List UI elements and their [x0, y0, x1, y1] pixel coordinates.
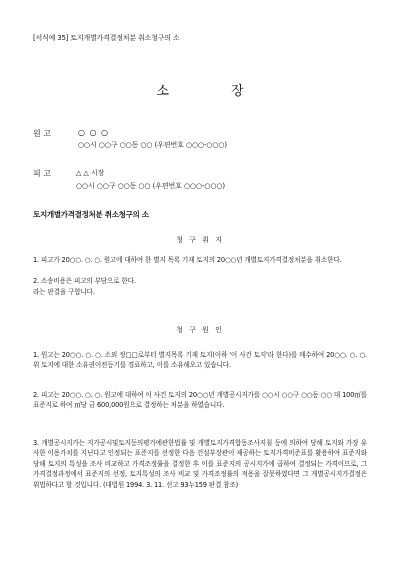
claim-heading: 청 구 취 지: [176, 236, 224, 244]
plaintiff-address: ○○시 ○○구 ○○동 ○○ (우편번호 ○○○-○○○): [78, 141, 228, 149]
plaintiff-label: 원 고: [33, 129, 51, 138]
title-char-1: 소: [156, 84, 169, 99]
cause-item: 1. 원고는 20○○. ○. ○. 소외 정□□로부터 별지목록 기재 토지(이하 '이 사건 토지'라 한다)를 매수하여 20○○. ○. ○. 위 토지에 대한 소유권이전등기를 경료하고, 이를 소유해오고 있습니다.: [33, 351, 367, 370]
defendant-label: 피 고: [33, 169, 51, 178]
title-char-2: 장: [231, 84, 244, 99]
plaintiff-name: ○ ○ ○: [78, 128, 110, 137]
cause-heading: 청 구 원 인: [176, 326, 224, 334]
case-name: 토지개별가격결정처분 취소청구의 소: [33, 210, 149, 219]
defendant-name: △ △ 시장: [76, 169, 105, 177]
document-title: [0, 80, 400, 99]
cause-item: 2. 피고는 20○○. ○. ○. 원고에 대하여 이 사건 토지의 20○○년 개별공시지가를 ○○시 ○○구 ○○동 ○○ 대 100㎡를 표준지로 하여 ㎡당 금 600,000원으로 결정하는 처분을 하였습니다.: [33, 391, 367, 410]
claim-item: 2. 소송비용은 피고의 부담으로 한다.: [33, 277, 136, 285]
claim-item: 라는 판결을 구합니다.: [33, 288, 95, 296]
form-number: [서식예 35] 토지개별가격결정처분 취소청구의 소: [33, 34, 180, 42]
claim-item: 1. 피고가 20○○. ○. ○. 원고에 대하여 한 별지 목록 기재 토지의 20○○년 개별토지가격결정처분을 취소한다.: [33, 256, 342, 264]
defendant-address: ○○시 ○○구 ○○동 ○○ (우편번호 ○○○-○○○): [76, 182, 226, 190]
cause-item: 3. 개별공시지가는 지가공시및토지등의평가에관한법률 및 개별토지가격합동조사지침 등에 의하여 당해 토지와 가장 유사한 이용가치를 지닌다고 인정되는 표준지를 선정한 다음 건설부장관이 제공하는 토지가격비준표를 활용하여 표준지와 당해 토지의 특성을 조사 비교하고 가격조정률을 결정한 후 이를 표준지의 공시지가에 곱하여 결정되는 가격이므로, 그 가격결정과정에서 표준지의 선정, 토지특성의 조사 비교 및 가격조정률의 적용을 잘못하였다면 그 개별공시지가결정은 위법하다고 할 것입니다. (대법원 1994. 3. 11. 선고 93누159 판결 참조): [33, 439, 367, 489]
